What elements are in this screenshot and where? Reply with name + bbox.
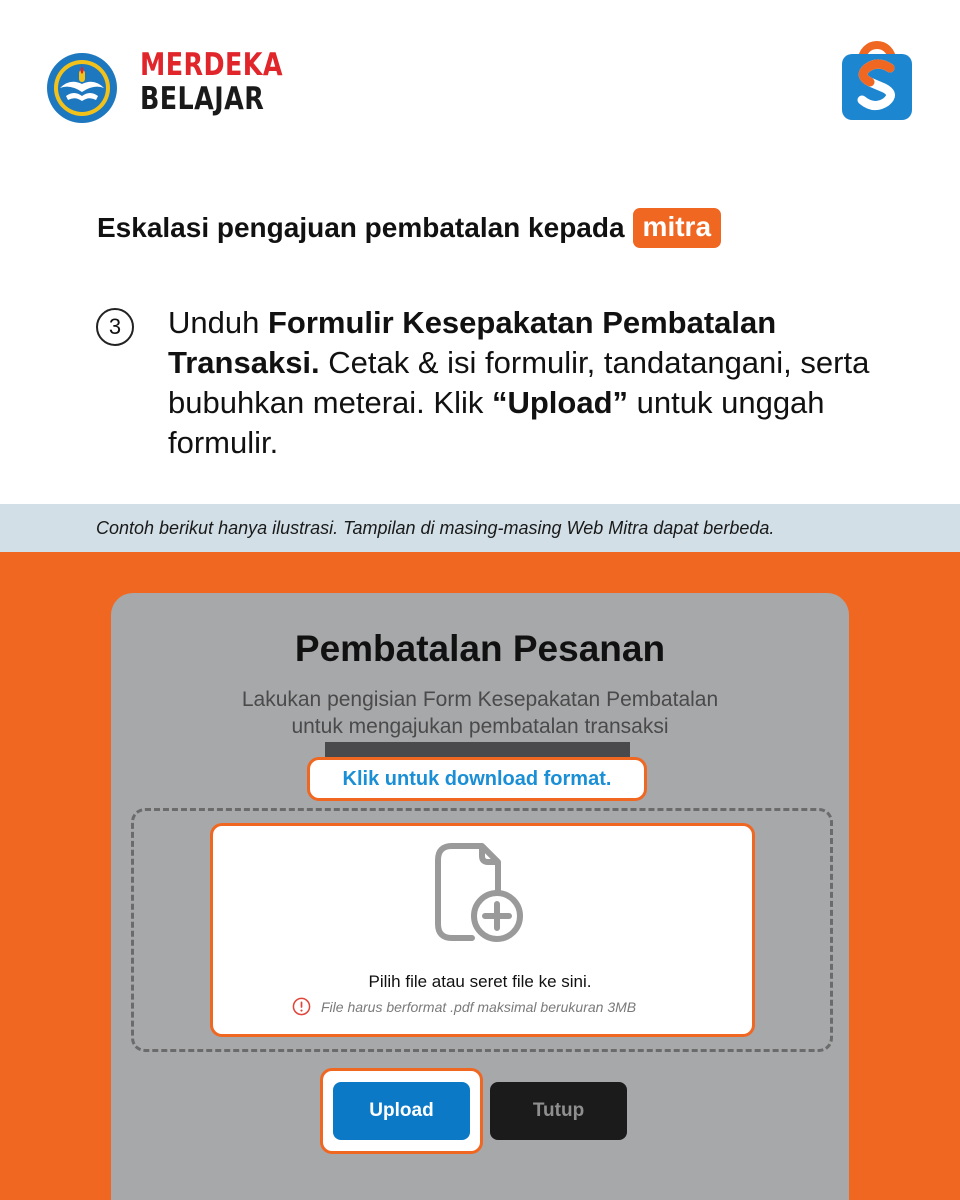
step-end: untuk unggah formulir. bbox=[168, 385, 825, 460]
close-button[interactable]: Tutup bbox=[490, 1082, 627, 1140]
merdeka-belajar-logo bbox=[140, 48, 314, 116]
modal-subtitle-line1: Lakukan pengisian Form Kesepakatan Pembatalan bbox=[241, 688, 719, 711]
step-bold-title: Formulir Kesepakatan Pembatalan Transaksi. bbox=[168, 305, 777, 380]
modal-title: Pembatalan Pesanan bbox=[294, 628, 666, 669]
highlight-badge: mitra bbox=[633, 208, 721, 248]
file-add-icon bbox=[432, 840, 526, 942]
step-middle: Cetak & isi formulir, tandatangani, serta bubuhkan meterai. Klik bbox=[168, 345, 870, 420]
dropzone-text: Pilih file atau seret file ke sini. bbox=[368, 972, 592, 991]
upload-button[interactable]: Upload bbox=[333, 1082, 470, 1140]
step-intro: Unduh bbox=[168, 305, 268, 340]
subtitle-divider-bar bbox=[325, 742, 630, 758]
logo-text-belajar: BELAJAR bbox=[140, 81, 265, 117]
modal-subtitle bbox=[0, 686, 960, 740]
kemdikbud-logo bbox=[46, 52, 118, 124]
section-title bbox=[97, 208, 721, 248]
download-format-link[interactable]: Klik untuk download format. bbox=[307, 757, 647, 801]
warning-circle-icon bbox=[292, 997, 311, 1016]
disclaimer-banner: Contoh berikut hanya ilustrasi. Tampilan di masing-masing Web Mitra dapat berbeda. bbox=[0, 504, 960, 552]
brand-logo-icon bbox=[840, 36, 914, 122]
dropzone-hint bbox=[292, 997, 636, 1016]
logo-text-merdeka: MERDEKA bbox=[140, 47, 283, 83]
modal-subtitle-line2: untuk mengajukan pembatalan transaksi bbox=[291, 715, 669, 738]
step-number-badge: 3 bbox=[96, 308, 134, 346]
dropzone-hint-text: File harus berformat .pdf maksimal berukuran 3MB bbox=[321, 998, 637, 1015]
section-title-text: Eskalasi pengajuan pembatalan kepada bbox=[97, 212, 625, 243]
step-instruction bbox=[168, 303, 888, 463]
step-bold-action: “Upload” bbox=[491, 385, 629, 420]
